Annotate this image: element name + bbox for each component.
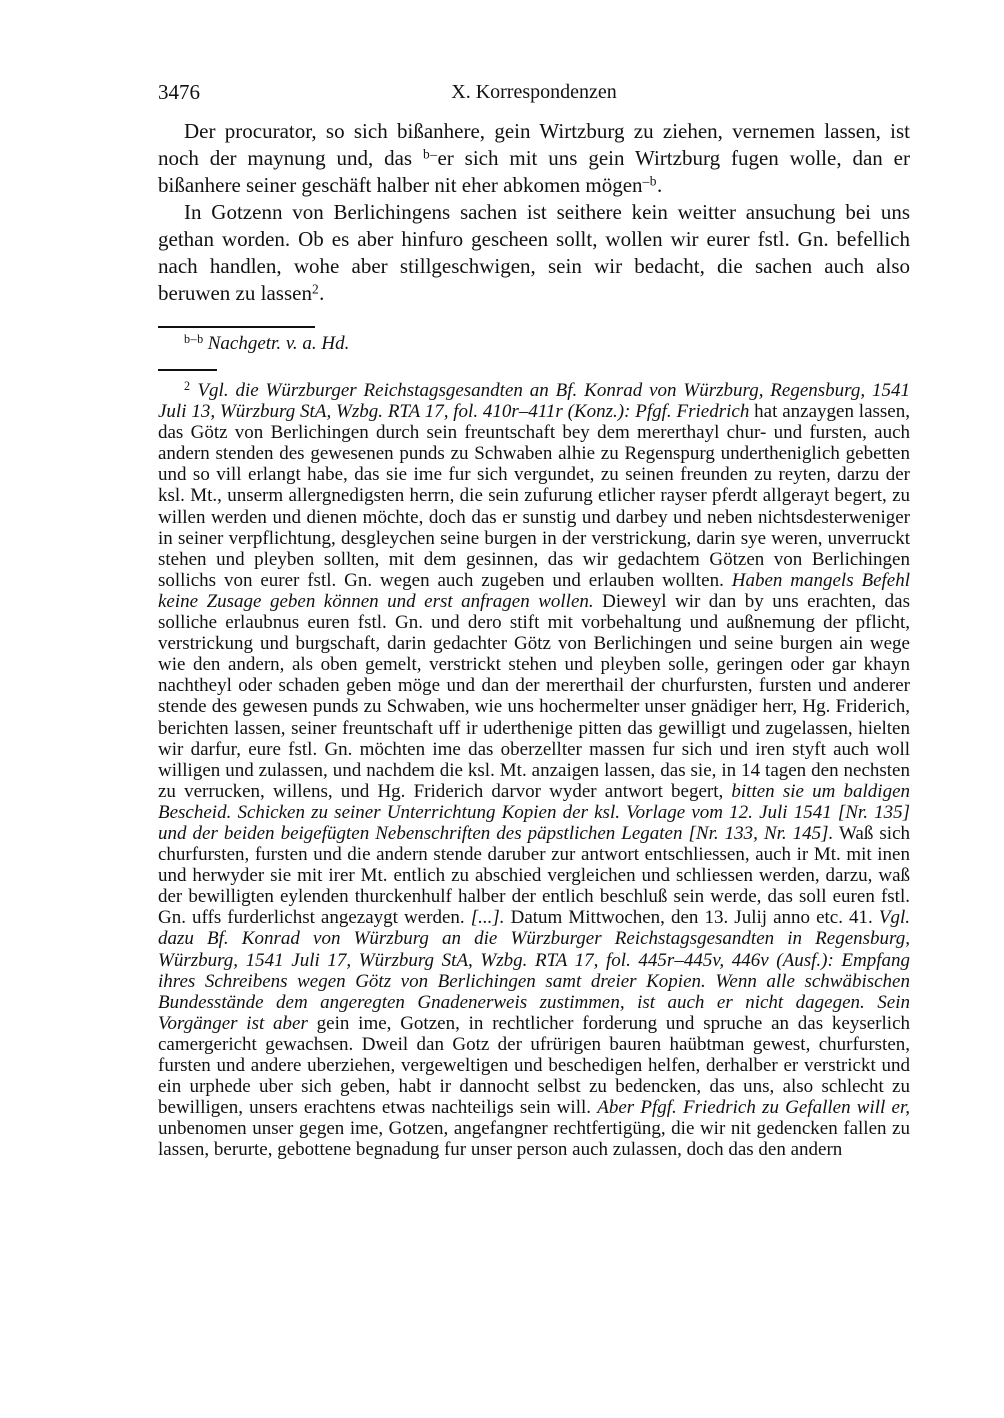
text-run: Vgl. die Würzburger Reichstagsgesandten an Bf. Konrad von Würzburg, Regensburg, 1541 Juli 13, Würzburg StA, Wzbg. RTA 17, fol. 410r–411r (Konz.): Pfgf. Friedrich [158, 380, 910, 423]
body-paragraph-2 [158, 199, 910, 307]
footnote-marker: b– [423, 146, 438, 162]
text-run: unbenomen unser gegen ime, Gotzen, angefangner rechtfertigüng, die wir nit gedencken fallen zu lassen, berurte, gebottene begnadung fur unser person auch zulassen, doch das den andern [158, 1118, 910, 1161]
text-run: . [319, 281, 325, 305]
footnote-marker: 2 [311, 281, 320, 297]
text-run: Haben mangels Befehl keine Zusage geben können und erst anfragen wollen. [158, 569, 910, 612]
text-run: Aber Pfgf. Friedrich zu Gefallen will er, [597, 1097, 910, 1119]
text-run: Datum Mittwochen, den 13. Julij anno etc. 41. [504, 907, 879, 929]
text-run: Der procurator, so sich bißanhere, gein Wirtzburg zu ziehen, vernemen lassen, ist noch der maynung und, das [158, 119, 910, 170]
text-run: gein ime, Gotzen, in rechtlicher forderung und spruche an das keyserlich camergericht gewachsen. Dweil dan Gotz der ufrürigen bauren haübtman gewest, churfursten, fursten und andere uberziehen, vergeweltigen und beschedigen helfen, derhalber er verstrickt und ein urphede uber sich geben, habt ir dannocht selbst zu bedencken, das uns, also schlecht zu bewilligen, unsers erachtens etwas nachteiligs sein will. [158, 1012, 911, 1119]
running-header: X. Korrespondenzen [451, 81, 617, 103]
text-run: hat anzaygen lassen, das Götz von Berlichingen durch sein freuntschaft bey dem mererthayl chur- und fursten, auch andern stenden des gewesenen punds zu Schwaben alhie zu Regenspurg undertheniglich gebetten und so vill erlangt habe, das sie ime fur sich vergundet, zu seinen freunden zu reyten, darzu der ksl. Mt., unserm allergnedigsten herrn, die sein zufurung etlicher rayser pferdt allgerayt begert, zu willen werden und dienen möchte, doch das er sunstig und darbey und neben nichtsdesterweniger in seiner verpflichtung, desgleychen seine burgen in der verstrickung, darin sye weren, unverruckt stehen und pleyben sollten, mit dem gesinnen, das wir gedachtem Götzen von Berlichingen sollichs von eurer fstl. Gn. wegen auch zugeben und erlauben wollten. [158, 401, 910, 591]
text-run: Vgl. dazu Bf. Konrad von Würzburg an die Würzburger Reichstagsgesandten in Regensburg, Würzburg, 1541 Juli 17, Würzburg StA, Wzbg. RTA 17, fol. 445r–445v, 446v (Ausf.): Empfang ihres Schreibens wegen Götz von Berlichingen samt dreier Kopien. Wenn alle schwäbischen Bundesstände dem angeregten Gnadenerweis zustimmen, ist auch er nicht dagegen. Sein Vorgänger ist aber [158, 907, 910, 1034]
text-run: [...]. [470, 907, 505, 929]
apparatus-separator-minor [158, 369, 217, 371]
body-paragraph-1 [158, 118, 910, 199]
footnote-2-block [158, 380, 910, 1160]
main-text-block [158, 118, 910, 307]
text-run: . [657, 173, 663, 197]
text-run: Nachgetr. v. a. Hd. [207, 333, 350, 354]
text-run: bitten sie um baldigen Bescheid. Schicken zu seiner Unterrichtung Kopien der ksl. Vorlage vom 12. Juli 1541 [Nr. 135] und der beiden beigefügten Nebenschriften des päpstlichen Legaten [Nr. 133, Nr. 145]. [158, 780, 910, 844]
footnote-marker: 2 [184, 378, 191, 393]
apparatus-separator-major [158, 326, 315, 328]
footnote-2-paragraph [158, 380, 910, 1160]
text-run: In Gotzenn von Berlichingens sachen ist seithere kein weitter ansuchung bei uns gethan worden. Ob es aber hinfuro gescheen sollt, wollen wir eurer fstl. Gn. befellich nach handlen, wohe aber stillgeschwigen, sein wir bedacht, die sachen auch also beruwen zu lassen [158, 200, 910, 305]
text-run: Dieweyl wir dan by uns erachten, das solliche erlaubnus euren fstl. Gn. und dero stift mit vorbehaltung und außnemung der pflicht, verstrickung und burgschaft, darin gedachter Götz von Berlichingen und seine burgen ain wege wie den andern, als oben gemelt, verstrickt stehen und pleyben solle, geringen oder gar khayn nachtheyl oder schaden geben möge und dan der mererthail der churfursten, fursten und anderer stende des gewesen punds zu Schwaben, wie uns hochermelter unser gnädiger herr, Hg. Friderich, berichten lassen, seiner freuntschaft uff ir uderthenige pitten das gewilligt und zugelassen, hielten wir darfur, eure fstl. Gn. möchten ime das oberzellter massen fur sich und iren styft auch woll willigen und zulassen, und nachdem die ksl. Mt. anzaigen lassen, das sie, in 14 tagen den nechsten zu verrucken, willens, und Hg. Friderich darvor wyder antwort begert, [158, 590, 910, 802]
footnote-marker: b–b [184, 331, 204, 346]
apparatus-note-bb [158, 333, 910, 354]
page-number: 3476 [158, 80, 200, 104]
footnote-marker: –b [642, 173, 657, 189]
text-run: Waß sich churfursten, fursten und die andern stende daruber zur antwort entschliessen, auch ir Mt. mit inen und herwyder sie mit irer Mt. entlich zu abschied vergleichen und schliessen werden, darzu, waß der bewilligten eylenden thurckenhulf halber der entlich beschluß sein werde, das soll euren fstl. Gn. uffs furderlichst angezaygt werden. [158, 822, 910, 929]
text-run: er sich mit uns gein Wirtzburg fugen wolle, dan er bißanhere seiner geschäft halber nit eher abkomen mögen [158, 146, 910, 197]
